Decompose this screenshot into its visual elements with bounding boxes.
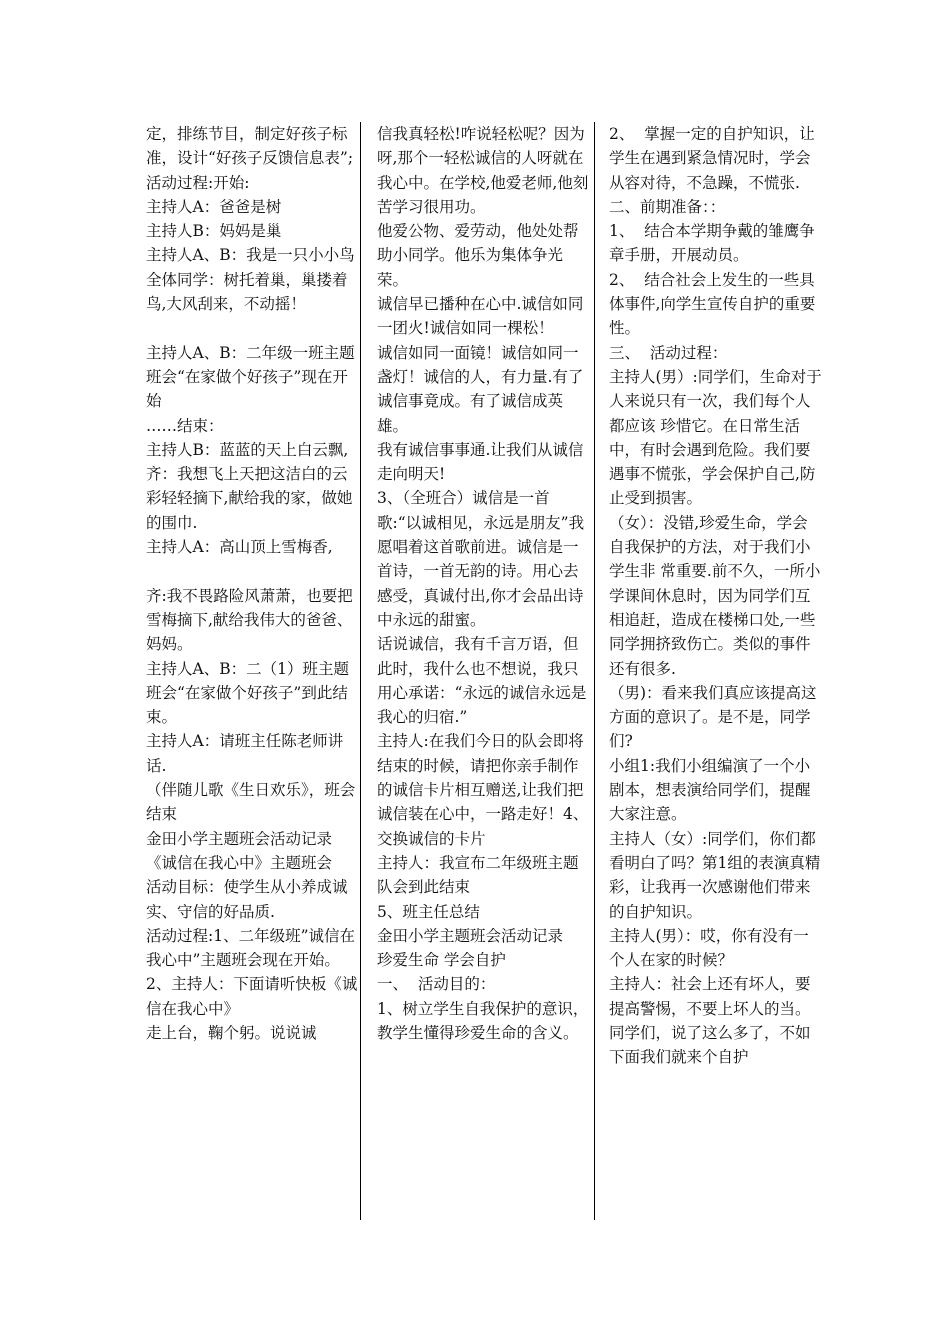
paragraph: 金田小学主题班会活动记录 <box>377 926 564 945</box>
text-column-left <box>146 122 360 1045</box>
paragraph: 定，排练节目，制定好孩子标准，设计“好孩子反馈信息表”; <box>146 125 354 168</box>
paragraph: 他爱公物、爱劳动，他处处帮助小同学。他乐为集体争光荣。 <box>377 222 579 289</box>
paragraph: 主持人B：蓝蓝的天上白云飘, <box>146 440 349 459</box>
paragraph: 同学们，说了这么多了，不如下面我们就来个自护 <box>609 1023 811 1067</box>
paragraph: （伴随儿歌《生日欢乐》，班会结束 <box>146 781 356 824</box>
paragraph: （女）：没错,珍爱生命，学会自我保护的方法，对于我们小学生非 常重要.前不久，一所小学课间休息时，因为同学们互相追赶，造成在楼梯口处,一些同学拥挤致伤亡。类似的事件还有很多. <box>609 513 821 678</box>
paragraph: 小组1:我们小组编演了一个小剧本，想表演给同学们，提醒大家注意。 <box>609 756 811 824</box>
paragraph: 活动过程:1、二年级班”诚信在我心中”主题班会现在开始。 <box>146 926 356 970</box>
paragraph: 珍爱生命 学会自护 <box>377 951 506 970</box>
paragraph: 齐:我不畏路险风萧萧，也要把雪梅摘下,献给我伟大的爸爸、妈妈。 <box>146 586 353 654</box>
paragraph: 主持人：社会上还有坏人，要提高警惕，不要上坏人的当。 <box>609 975 811 1018</box>
paragraph: 信我真轻松!咋说轻松呢？因为呀,那个一轻松诚信的人呀就在我心中。在学校,他爱老师,他刻苦学习很用功。 <box>377 125 589 216</box>
paragraph: 走上台，鞠个躬。说说诚 <box>146 1023 317 1042</box>
column-divider <box>360 122 361 1220</box>
text-column-right <box>609 122 823 1070</box>
paragraph: 主持人:在我们今日的队会即将结束的时候，请把你亲手制作的诚信卡片相互赠送,让我们把诚信装在心中，一路走好！4、交换诚信的卡片 <box>377 732 589 848</box>
paragraph: 二、前期准备：： <box>609 197 726 216</box>
text-column-middle <box>377 122 591 1045</box>
paragraph: 2、 结合社会上发生的一些具体事件,向学生宣传自护的重要性。 <box>609 270 816 338</box>
paragraph: 一、 活动目的： <box>377 975 496 994</box>
paragraph: 主持人A：请班主任陈老师讲话. <box>146 732 344 775</box>
paragraph: 主持人A、B：二年级一班主题班会“在家做个好孩子”现在开始 <box>146 343 355 411</box>
paragraph: 主持人(男）:同学们，生命对于人来说只有一次，我们每个人都应该 珍惜它。在日常生活中，有时会遇到危险。我们要遇事不慌张，学会保护自己,防止受到损害。 <box>609 367 822 508</box>
paragraph: 2、 掌握一定的自护知识，让学生在遇到紧急情况时，学会从容对待，不急躁，不慌张. <box>609 125 815 192</box>
paragraph: 2、主持人：下面请听快板《诚信在我心中》 <box>146 975 358 1018</box>
paragraph: 齐：我想飞上天把这洁白的云彩轻轻摘下,献给我的家，做她的围巾. <box>146 465 353 532</box>
paragraph: 主持人B：妈妈是巢 <box>146 222 282 241</box>
paragraph: 主持人(男）：哎，你有没有一个人在家的时候？ <box>609 926 809 970</box>
paragraph: 1、 结合本学期争戴的雏鹰争章手册，开展动员。 <box>609 222 815 265</box>
paragraph: 《诚信在我心中》主题班会 <box>146 853 333 872</box>
paragraph: 1、树立学生自我保护的意识，教学生懂得珍爱生命的含义。 <box>377 999 589 1042</box>
paragraph: 主持人（女）:同学们，你们都看明白了吗？第1组的表演真精彩，让我再一次感谢他们带来的自护知识。 <box>609 829 821 921</box>
paragraph: 诚信早已播种在心中.诚信如同一团火!诚信如同一棵松！ <box>377 295 584 338</box>
paragraph: 金田小学主题班会活动记录 <box>146 829 333 848</box>
paragraph <box>146 316 360 340</box>
paragraph: 5、班主任总结 <box>377 902 480 921</box>
paragraph: 主持人A：爸爸是树 <box>146 197 282 216</box>
paragraph: ……结束： <box>146 416 224 435</box>
paragraph: 主持人A、B：我是一只小小鸟 <box>146 246 355 265</box>
paragraph <box>146 559 360 583</box>
paragraph: 话说诚信，我有千言万语，但此时，我什么也不想说，我只用心承诺：“永远的诚信永远是我心的归宿.” <box>377 635 587 727</box>
paragraph: 全体同学：树托着巢，巢搂着鸟,大风刮来，不动摇！ <box>146 270 348 314</box>
paragraph: 主持人A：高山顶上雪梅香, <box>146 538 333 557</box>
paragraph: 主持人A、B：二（1）班主题班会“在家做个好孩子”到此结束。 <box>146 659 349 727</box>
paragraph: 诚信如同一面镜！诚信如同一盏灯！诚信的人，有力量.有了诚信事竟成。有了诚信成英雄。 <box>377 343 584 435</box>
paragraph: （男)：看来我们真应该提高这方面的意识了。是不是，同学们? <box>609 683 817 751</box>
column-divider <box>594 122 595 1220</box>
paragraph: 主持人：我宣布二年级班主题队会到此结束 <box>377 853 579 897</box>
paragraph: 3、（全班合）诚信是一首歌:“以诚相见，永远是朋友”我愿唱着这首歌前进。诚信是一首诗，一首无韵的诗。用心去感受，真诚付出,你才会品出诗中永远的甜蜜。 <box>377 489 585 629</box>
paragraph: 我有诚信事事通.让我们从诚信走向明天! <box>377 440 584 484</box>
paragraph: 活动目标：使学生从小养成诚实、守信的好品质. <box>146 878 348 921</box>
paragraph: 活动过程:开始: <box>146 173 250 192</box>
paragraph: 三、 活动过程： <box>609 343 728 362</box>
